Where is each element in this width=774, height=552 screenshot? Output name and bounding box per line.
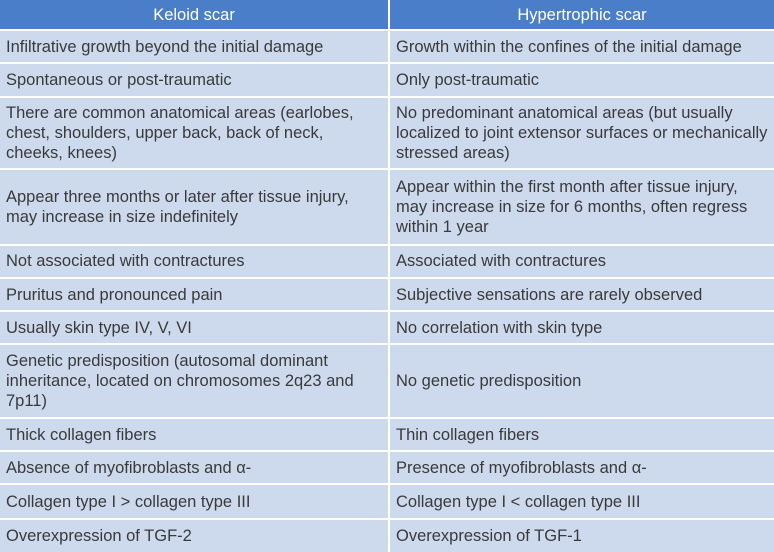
hypertrophic-cell: Associated with contractures — [390, 246, 774, 279]
header-keloid-scar: Keloid scar — [0, 0, 390, 31]
hypertrophic-cell: Appear within the first month after tissue injury, may increase in size for 6 months, often regress within 1 year — [390, 170, 774, 246]
hypertrophic-cell: Growth within the confines of the initial damage — [390, 31, 774, 64]
keloid-cell: Thick collagen fibers — [0, 419, 390, 452]
hypertrophic-cell: No genetic predisposition — [390, 345, 774, 419]
hypertrophic-cell: Overexpression of TGF-1 — [390, 520, 774, 552]
header-row — [0, 0, 774, 31]
table-row — [0, 246, 774, 279]
table-row — [0, 452, 774, 485]
table-row — [0, 170, 774, 246]
keloid-cell: Genetic predisposition (autosomal dominant inheritance, located on chromosomes 2q23 and 7p11) — [0, 345, 390, 419]
hypertrophic-cell: Thin collagen fibers — [390, 419, 774, 452]
keloid-cell: Not associated with contractures — [0, 246, 390, 279]
table-row — [0, 419, 774, 452]
table-row — [0, 64, 774, 97]
keloid-cell: Usually skin type IV, V, VI — [0, 312, 390, 345]
table-row — [0, 312, 774, 345]
hypertrophic-cell: Collagen type I < collagen type III — [390, 485, 774, 519]
table-row — [0, 520, 774, 552]
keloid-cell: Overexpression of TGF-2 — [0, 520, 390, 552]
table-row — [0, 485, 774, 519]
table-row — [0, 279, 774, 312]
table-row — [0, 98, 774, 171]
hypertrophic-cell: Only post-traumatic — [390, 64, 774, 97]
keloid-cell: Collagen type I > collagen type III — [0, 485, 390, 519]
keloid-cell: Pruritus and pronounced pain — [0, 279, 390, 312]
keloid-cell: Spontaneous or post-traumatic — [0, 64, 390, 97]
header-hypertrophic-scar: Hypertrophic scar — [390, 0, 774, 31]
table-row — [0, 31, 774, 64]
hypertrophic-cell: Subjective sensations are rarely observed — [390, 279, 774, 312]
table-row — [0, 345, 774, 419]
keloid-cell: Infiltrative growth beyond the initial damage — [0, 31, 390, 64]
hypertrophic-cell: No correlation with skin type — [390, 312, 774, 345]
keloid-cell: Appear three months or later after tissue injury, may increase in size indefinitely — [0, 170, 390, 246]
keloid-cell: Absence of myofibroblasts and α- — [0, 452, 390, 485]
hypertrophic-cell: No predominant anatomical areas (but usually localized to joint extensor surfaces or mechanically stressed areas) — [390, 98, 774, 171]
keloid-cell: There are common anatomical areas (earlobes, chest, shoulders, upper back, back of neck, cheeks, knees) — [0, 98, 390, 171]
hypertrophic-cell: Presence of myofibroblasts and α- — [390, 452, 774, 485]
